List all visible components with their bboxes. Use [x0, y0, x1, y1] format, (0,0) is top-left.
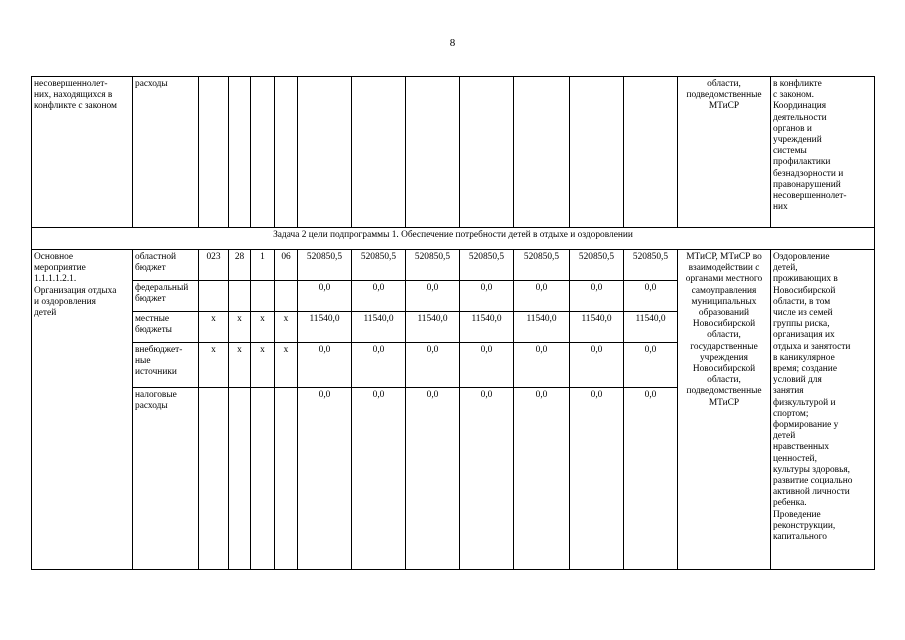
executors-cell: МТиСР, МТиСР во взаимодействии с органами местного самоуправления муниципальных образований Новосибирской области, государственные учреждения Новосибирской области, подведомственные МТиСР — [678, 250, 771, 570]
value-cell: 0,0 — [570, 281, 624, 312]
empty-cell — [460, 77, 514, 228]
value-cell: 11540,0 — [352, 312, 406, 343]
value-cell: 520850,5 — [570, 250, 624, 281]
code-cell: х — [229, 343, 251, 388]
value-cell: 0,0 — [406, 388, 460, 570]
program-table — [31, 76, 875, 570]
value-cell: 520850,5 — [406, 250, 460, 281]
value-cell: 0,0 — [570, 343, 624, 388]
value-cell: 0,0 — [514, 343, 570, 388]
empty-cell — [229, 77, 251, 228]
continuation-row — [32, 77, 875, 228]
code-cell — [229, 388, 251, 570]
event-cell: несовершеннолет- них, находящихся в конфликте с законом — [32, 77, 133, 228]
value-cell: 0,0 — [624, 388, 678, 570]
code-cell — [251, 281, 275, 312]
value-cell: 520850,5 — [624, 250, 678, 281]
value-cell: 0,0 — [352, 388, 406, 570]
code-cell: 1 — [251, 250, 275, 281]
value-cell: 0,0 — [624, 343, 678, 388]
value-cell: 520850,5 — [460, 250, 514, 281]
executors-cell: области, подведомственные МТиСР — [678, 77, 771, 228]
value-cell: 0,0 — [514, 281, 570, 312]
empty-cell — [514, 77, 570, 228]
value-cell: 0,0 — [460, 388, 514, 570]
code-cell — [251, 388, 275, 570]
value-cell: 520850,5 — [514, 250, 570, 281]
code-cell: х — [275, 343, 298, 388]
empty-cell — [570, 77, 624, 228]
value-cell: 520850,5 — [352, 250, 406, 281]
value-cell: 0,0 — [406, 281, 460, 312]
value-cell: 520850,5 — [298, 250, 352, 281]
code-cell — [275, 388, 298, 570]
code-cell: 06 — [275, 250, 298, 281]
value-cell: 11540,0 — [298, 312, 352, 343]
empty-cell — [275, 77, 298, 228]
funding-source-cell: расходы — [133, 77, 199, 228]
funding-source-cell: областной бюджет — [133, 250, 199, 281]
value-cell: 0,0 — [460, 281, 514, 312]
empty-cell — [624, 77, 678, 228]
code-cell — [229, 281, 251, 312]
result-cell: в конфликте с законом. Координация деятельности органов и учреждений системы профилактики безнадзорности и правонарушений несовершеннолет- них — [771, 77, 875, 228]
funding-row — [32, 250, 875, 281]
value-cell: 0,0 — [514, 388, 570, 570]
funding-source-cell: внебюджет- ные источники — [133, 343, 199, 388]
value-cell: 0,0 — [406, 343, 460, 388]
empty-cell — [406, 77, 460, 228]
value-cell: 0,0 — [352, 343, 406, 388]
value-cell: 0,0 — [298, 388, 352, 570]
empty-cell — [352, 77, 406, 228]
value-cell: 0,0 — [298, 281, 352, 312]
code-cell: х — [199, 343, 229, 388]
value-cell: 11540,0 — [460, 312, 514, 343]
code-cell: х — [251, 343, 275, 388]
code-cell: 28 — [229, 250, 251, 281]
code-cell — [275, 281, 298, 312]
empty-cell — [251, 77, 275, 228]
code-cell — [199, 281, 229, 312]
code-cell: х — [199, 312, 229, 343]
task-row — [32, 228, 875, 250]
code-cell: х — [251, 312, 275, 343]
funding-source-cell: налоговые расходы — [133, 388, 199, 570]
code-cell: 023 — [199, 250, 229, 281]
code-cell: х — [229, 312, 251, 343]
empty-cell — [199, 77, 229, 228]
value-cell: 11540,0 — [624, 312, 678, 343]
value-cell: 11540,0 — [570, 312, 624, 343]
value-cell: 0,0 — [460, 343, 514, 388]
page-number: 8 — [449, 37, 456, 49]
value-cell: 11540,0 — [514, 312, 570, 343]
code-cell: х — [275, 312, 298, 343]
value-cell: 0,0 — [352, 281, 406, 312]
funding-source-cell: местные бюджеты — [133, 312, 199, 343]
value-cell: 0,0 — [298, 343, 352, 388]
result-cell: Оздоровление детей, проживающих в Новосибирской области, в том числе из семей группы риска, организация их отдыха и занятости в каникулярное время; создание условий для занятия физкультурой и спортом; формирование у детей нравственных ценностей, культуры здоровья, развитие социально активной личности ребенка. Проведение реконструкции, капитального — [771, 250, 875, 570]
funding-source-cell: федеральный бюджет — [133, 281, 199, 312]
main-event-cell: Основное мероприятие 1.1.1.1.2.1. Организация отдыха и оздоровления детей — [32, 250, 133, 570]
task-heading: Задача 2 цели подпрограммы 1. Обеспечение потребности детей в отдыхе и оздоровлении — [32, 228, 875, 250]
value-cell: 11540,0 — [406, 312, 460, 343]
code-cell — [199, 388, 229, 570]
empty-cell — [298, 77, 352, 228]
value-cell: 0,0 — [624, 281, 678, 312]
value-cell: 0,0 — [570, 388, 624, 570]
